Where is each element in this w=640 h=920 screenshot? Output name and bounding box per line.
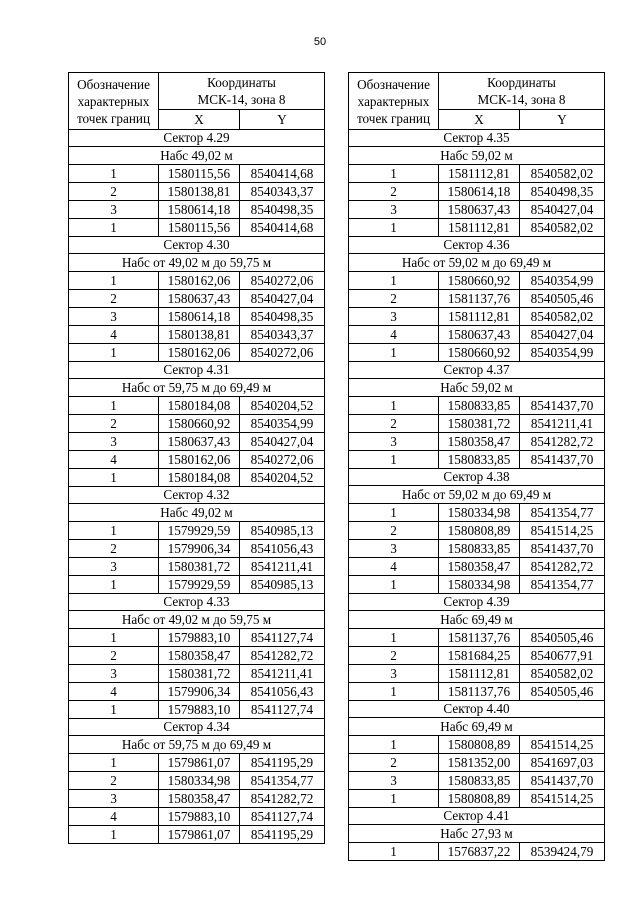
point-number: 1: [349, 344, 439, 362]
table-row: [349, 183, 605, 201]
point-number: 3: [349, 201, 439, 219]
point-number: 1: [69, 469, 159, 487]
table-row: [69, 772, 325, 790]
sector-title: Сектор 4.30: [69, 237, 325, 254]
point-number: 3: [349, 665, 439, 683]
table-row: [69, 683, 325, 701]
table-row: [69, 701, 325, 719]
point-number: 3: [349, 308, 439, 326]
x-coordinate: 1580660,92: [439, 344, 520, 362]
x-coordinate: 1580637,43: [439, 201, 520, 219]
point-number: 1: [349, 736, 439, 754]
x-coordinate: 1580184,08: [159, 469, 240, 487]
x-header: X: [159, 110, 240, 130]
point-number: 3: [349, 433, 439, 451]
y-coordinate: 8541195,29: [240, 754, 325, 772]
y-coordinate: 8540582,02: [520, 219, 605, 237]
x-coordinate: 1581352,00: [439, 754, 520, 772]
x-coordinate: 1581112,81: [439, 219, 520, 237]
table-row: [69, 665, 325, 683]
table-row: [69, 790, 325, 808]
sector-height: Набс 59,02 м: [349, 147, 605, 165]
point-number: 1: [349, 843, 439, 861]
point-number: 3: [69, 201, 159, 219]
y-coordinate: 8540427,04: [520, 326, 605, 344]
table-row: [349, 344, 605, 362]
point-number: 2: [349, 754, 439, 772]
table-row: [349, 451, 605, 469]
table-row: [349, 754, 605, 772]
point-number: 1: [349, 790, 439, 808]
table-row: [349, 629, 605, 647]
x-coordinate: 1580358,47: [439, 433, 520, 451]
x-coordinate: 1579861,07: [159, 754, 240, 772]
x-coordinate: 1581112,81: [439, 665, 520, 683]
point-number: 1: [69, 272, 159, 290]
y-coordinate: 8541056,43: [240, 683, 325, 701]
point-label-header: Обозначение характерных точек границ: [349, 73, 439, 130]
point-number: 1: [69, 165, 159, 183]
x-coordinate: 1579929,59: [159, 576, 240, 594]
table-row: [349, 165, 605, 183]
x-coordinate: 1580614,18: [159, 201, 240, 219]
y-coordinate: 8541697,03: [520, 754, 605, 772]
y-coordinate: 8540427,04: [240, 290, 325, 308]
x-coordinate: 1580833,85: [439, 397, 520, 415]
x-coordinate: 1579883,10: [159, 701, 240, 719]
table-row: [349, 433, 605, 451]
table-row: [69, 826, 325, 844]
table-row: [349, 736, 605, 754]
x-coordinate: 1580614,18: [159, 308, 240, 326]
x-coordinate: 1580614,18: [439, 183, 520, 201]
y-coordinate: 8540272,06: [240, 344, 325, 362]
sector-height: Набс 27,93 м: [349, 825, 605, 843]
x-coordinate: 1581137,76: [439, 683, 520, 701]
point-number: 4: [69, 808, 159, 826]
point-number: 1: [349, 504, 439, 522]
table-row: [69, 558, 325, 576]
x-coordinate: 1580833,85: [439, 772, 520, 790]
table-row: [69, 629, 325, 647]
x-coordinate: 1581137,76: [439, 629, 520, 647]
y-coordinate: 8541514,25: [520, 736, 605, 754]
sector-title: Сектор 4.35: [349, 130, 605, 147]
x-coordinate: 1580381,72: [159, 558, 240, 576]
y-coordinate: 8541514,25: [520, 790, 605, 808]
coordinates-header: Координаты МСК-14, зона 8: [439, 73, 605, 110]
table-row: [69, 808, 325, 826]
y-coordinate: 8540505,46: [520, 629, 605, 647]
point-number: 3: [69, 790, 159, 808]
table-row: [349, 397, 605, 415]
point-number: 1: [69, 522, 159, 540]
x-coordinate: 1580833,85: [439, 540, 520, 558]
y-coordinate: 8541514,25: [520, 522, 605, 540]
point-number: 4: [69, 326, 159, 344]
point-number: 3: [349, 772, 439, 790]
x-coordinate: 1580637,43: [439, 326, 520, 344]
x-coordinate: 1580358,47: [159, 647, 240, 665]
page-number: 50: [313, 36, 327, 48]
point-number: 4: [349, 558, 439, 576]
point-number: 1: [349, 683, 439, 701]
point-number: 1: [69, 629, 159, 647]
y-header: Y: [240, 110, 325, 130]
x-coordinate: 1579883,10: [159, 808, 240, 826]
x-coordinate: 1580660,92: [159, 415, 240, 433]
x-coordinate: 1580334,98: [439, 576, 520, 594]
y-coordinate: 8539424,79: [520, 843, 605, 861]
x-coordinate: 1580138,81: [159, 183, 240, 201]
y-coordinate: 8540414,68: [240, 219, 325, 237]
sector-title: Сектор 4.32: [69, 487, 325, 504]
point-number: 2: [69, 647, 159, 665]
table-row: [69, 344, 325, 362]
x-coordinate: 1580162,06: [159, 272, 240, 290]
y-header: Y: [520, 110, 605, 130]
y-coordinate: 8541127,74: [240, 701, 325, 719]
y-coordinate: 8540272,06: [240, 451, 325, 469]
table-row: [349, 415, 605, 433]
point-number: 2: [69, 415, 159, 433]
y-coordinate: 8541211,41: [240, 558, 325, 576]
point-number: 2: [69, 183, 159, 201]
x-coordinate: 1580162,06: [159, 451, 240, 469]
sector-title: Сектор 4.37: [349, 362, 605, 379]
coordinates-table-right: [348, 72, 605, 861]
y-coordinate: 8540582,02: [520, 665, 605, 683]
x-coordinate: 1580381,72: [439, 415, 520, 433]
x-coordinate: 1579906,34: [159, 540, 240, 558]
y-coordinate: 8541354,77: [520, 576, 605, 594]
sector-title: Сектор 4.34: [69, 719, 325, 736]
point-number: 4: [69, 683, 159, 701]
point-number: 1: [69, 397, 159, 415]
y-coordinate: 8540582,02: [520, 308, 605, 326]
x-coordinate: 1580808,89: [439, 736, 520, 754]
table-row: [349, 326, 605, 344]
y-coordinate: 8541127,74: [240, 808, 325, 826]
y-coordinate: 8540204,52: [240, 469, 325, 487]
table-row: [69, 326, 325, 344]
sector-height: Набс 59,02 м: [349, 379, 605, 397]
point-number: 1: [349, 397, 439, 415]
y-coordinate: 8541354,77: [240, 772, 325, 790]
y-coordinate: 8541354,77: [520, 504, 605, 522]
y-coordinate: 8541211,41: [520, 415, 605, 433]
y-coordinate: 8540677,91: [520, 647, 605, 665]
table-row: [349, 843, 605, 861]
x-coordinate: 1580833,85: [439, 451, 520, 469]
x-coordinate: 1580637,43: [159, 290, 240, 308]
point-number: 3: [69, 308, 159, 326]
sector-height: Набс от 59,75 м до 69,49 м: [69, 379, 325, 397]
table-row: [69, 522, 325, 540]
table-row: [69, 397, 325, 415]
table-row: [349, 290, 605, 308]
table-row: [69, 754, 325, 772]
point-number: 1: [69, 344, 159, 362]
x-coordinate: 1576837,22: [439, 843, 520, 861]
sector-title: Сектор 4.33: [69, 594, 325, 611]
y-coordinate: 8540414,68: [240, 165, 325, 183]
table-row: [69, 469, 325, 487]
x-coordinate: 1579929,59: [159, 522, 240, 540]
table-row: [349, 576, 605, 594]
x-coordinate: 1581112,81: [439, 308, 520, 326]
y-coordinate: 8540498,35: [240, 308, 325, 326]
point-number: 1: [349, 576, 439, 594]
y-coordinate: 8540505,46: [520, 683, 605, 701]
x-coordinate: 1580637,43: [159, 433, 240, 451]
sector-title: Сектор 4.38: [349, 469, 605, 486]
sector-height: Набс 49,02 м: [69, 504, 325, 522]
sector-title: Сектор 4.41: [349, 808, 605, 825]
y-coordinate: 8541282,72: [240, 790, 325, 808]
table-row: [349, 665, 605, 683]
x-coordinate: 1581112,81: [439, 165, 520, 183]
point-number: 2: [69, 290, 159, 308]
x-coordinate: 1580358,47: [159, 790, 240, 808]
point-number: 3: [69, 558, 159, 576]
point-number: 2: [349, 647, 439, 665]
y-coordinate: 8540985,13: [240, 522, 325, 540]
point-number: 3: [349, 540, 439, 558]
y-coordinate: 8540354,99: [240, 415, 325, 433]
x-coordinate: 1580381,72: [159, 665, 240, 683]
point-number: 2: [69, 540, 159, 558]
y-coordinate: 8541127,74: [240, 629, 325, 647]
point-number: 1: [349, 451, 439, 469]
y-coordinate: 8541282,72: [520, 558, 605, 576]
x-coordinate: 1579906,34: [159, 683, 240, 701]
x-coordinate: 1580184,08: [159, 397, 240, 415]
table-row: [349, 558, 605, 576]
y-coordinate: 8541282,72: [520, 433, 605, 451]
point-number: 2: [69, 772, 159, 790]
point-number: 2: [349, 183, 439, 201]
sector-title: Сектор 4.29: [69, 130, 325, 147]
x-coordinate: 1579861,07: [159, 826, 240, 844]
y-coordinate: 8540354,99: [520, 344, 605, 362]
left-table-body: [69, 130, 325, 844]
y-coordinate: 8540343,37: [240, 326, 325, 344]
table-row: [349, 522, 605, 540]
y-coordinate: 8540204,52: [240, 397, 325, 415]
sector-title: Сектор 4.36: [349, 237, 605, 254]
y-coordinate: 8541437,70: [520, 540, 605, 558]
table-row: [349, 308, 605, 326]
x-coordinate: 1580334,98: [159, 772, 240, 790]
table-row: [69, 219, 325, 237]
y-coordinate: 8541437,70: [520, 451, 605, 469]
coordinates-table-left: [68, 72, 325, 844]
table-row: [69, 415, 325, 433]
y-coordinate: 8540427,04: [240, 433, 325, 451]
point-number: 1: [349, 272, 439, 290]
y-coordinate: 8540427,04: [520, 201, 605, 219]
y-coordinate: 8541437,70: [520, 397, 605, 415]
table-row: [69, 290, 325, 308]
y-coordinate: 8540343,37: [240, 183, 325, 201]
x-coordinate: 1581137,76: [439, 290, 520, 308]
point-number: 2: [349, 522, 439, 540]
table-row: [69, 576, 325, 594]
y-coordinate: 8541211,41: [240, 665, 325, 683]
y-coordinate: 8540354,99: [520, 272, 605, 290]
sector-title: Сектор 4.39: [349, 594, 605, 611]
y-coordinate: 8541282,72: [240, 647, 325, 665]
y-coordinate: 8540498,35: [240, 201, 325, 219]
point-number: 4: [349, 326, 439, 344]
table-row: [349, 219, 605, 237]
x-coordinate: 1580334,98: [439, 504, 520, 522]
table-row: [69, 308, 325, 326]
table-row: [349, 790, 605, 808]
table-row: [69, 272, 325, 290]
sector-height: Набс 69,49 м: [349, 611, 605, 629]
x-coordinate: 1580138,81: [159, 326, 240, 344]
x-coordinate: 1579883,10: [159, 629, 240, 647]
table-row: [69, 540, 325, 558]
table-row: [349, 683, 605, 701]
point-number: 1: [349, 165, 439, 183]
y-coordinate: 8540985,13: [240, 576, 325, 594]
table-row: [69, 183, 325, 201]
y-coordinate: 8541437,70: [520, 772, 605, 790]
x-header: X: [439, 110, 520, 130]
sector-height: Набс от 59,75 м до 69,49 м: [69, 736, 325, 754]
sector-height: Набс от 49,02 м до 59,75 м: [69, 611, 325, 629]
x-coordinate: 1580808,89: [439, 790, 520, 808]
x-coordinate: 1580358,47: [439, 558, 520, 576]
y-coordinate: 8540272,06: [240, 272, 325, 290]
table-row: [349, 647, 605, 665]
x-coordinate: 1580115,56: [159, 165, 240, 183]
point-number: 1: [69, 701, 159, 719]
x-coordinate: 1580115,56: [159, 219, 240, 237]
point-number: 1: [69, 754, 159, 772]
point-label-header: Обозначение характерных точек границ: [69, 73, 159, 130]
sector-title: Сектор 4.40: [349, 701, 605, 718]
point-number: 3: [69, 433, 159, 451]
point-number: 3: [69, 665, 159, 683]
sector-height: Набс от 49,02 м до 59,75 м: [69, 254, 325, 272]
table-row: [349, 504, 605, 522]
point-number: 1: [349, 629, 439, 647]
y-coordinate: 8540498,35: [520, 183, 605, 201]
table-row: [349, 540, 605, 558]
right-table-body: [349, 130, 605, 861]
table-row: [349, 201, 605, 219]
point-number: 1: [349, 219, 439, 237]
sector-height: Набс от 59,02 м до 69,49 м: [349, 254, 605, 272]
table-row: [349, 272, 605, 290]
table-row: [349, 772, 605, 790]
sector-height: Набс от 59,02 м до 69,49 м: [349, 486, 605, 504]
point-number: 2: [349, 290, 439, 308]
table-row: [69, 433, 325, 451]
coordinates-header: Координаты МСК-14, зона 8: [159, 73, 325, 110]
table-row: [69, 201, 325, 219]
x-coordinate: 1580808,89: [439, 522, 520, 540]
sector-height: Набс 69,49 м: [349, 718, 605, 736]
y-coordinate: 8540582,02: [520, 165, 605, 183]
point-number: 1: [69, 826, 159, 844]
table-row: [69, 165, 325, 183]
sector-title: Сектор 4.31: [69, 362, 325, 379]
point-number: 2: [349, 415, 439, 433]
x-coordinate: 1581684,25: [439, 647, 520, 665]
table-row: [69, 451, 325, 469]
point-number: 1: [69, 219, 159, 237]
x-coordinate: 1580660,92: [439, 272, 520, 290]
y-coordinate: 8541056,43: [240, 540, 325, 558]
x-coordinate: 1580162,06: [159, 344, 240, 362]
table-row: [69, 647, 325, 665]
sector-height: Набс 49,02 м: [69, 147, 325, 165]
y-coordinate: 8541195,29: [240, 826, 325, 844]
point-number: 4: [69, 451, 159, 469]
y-coordinate: 8540505,46: [520, 290, 605, 308]
point-number: 1: [69, 576, 159, 594]
